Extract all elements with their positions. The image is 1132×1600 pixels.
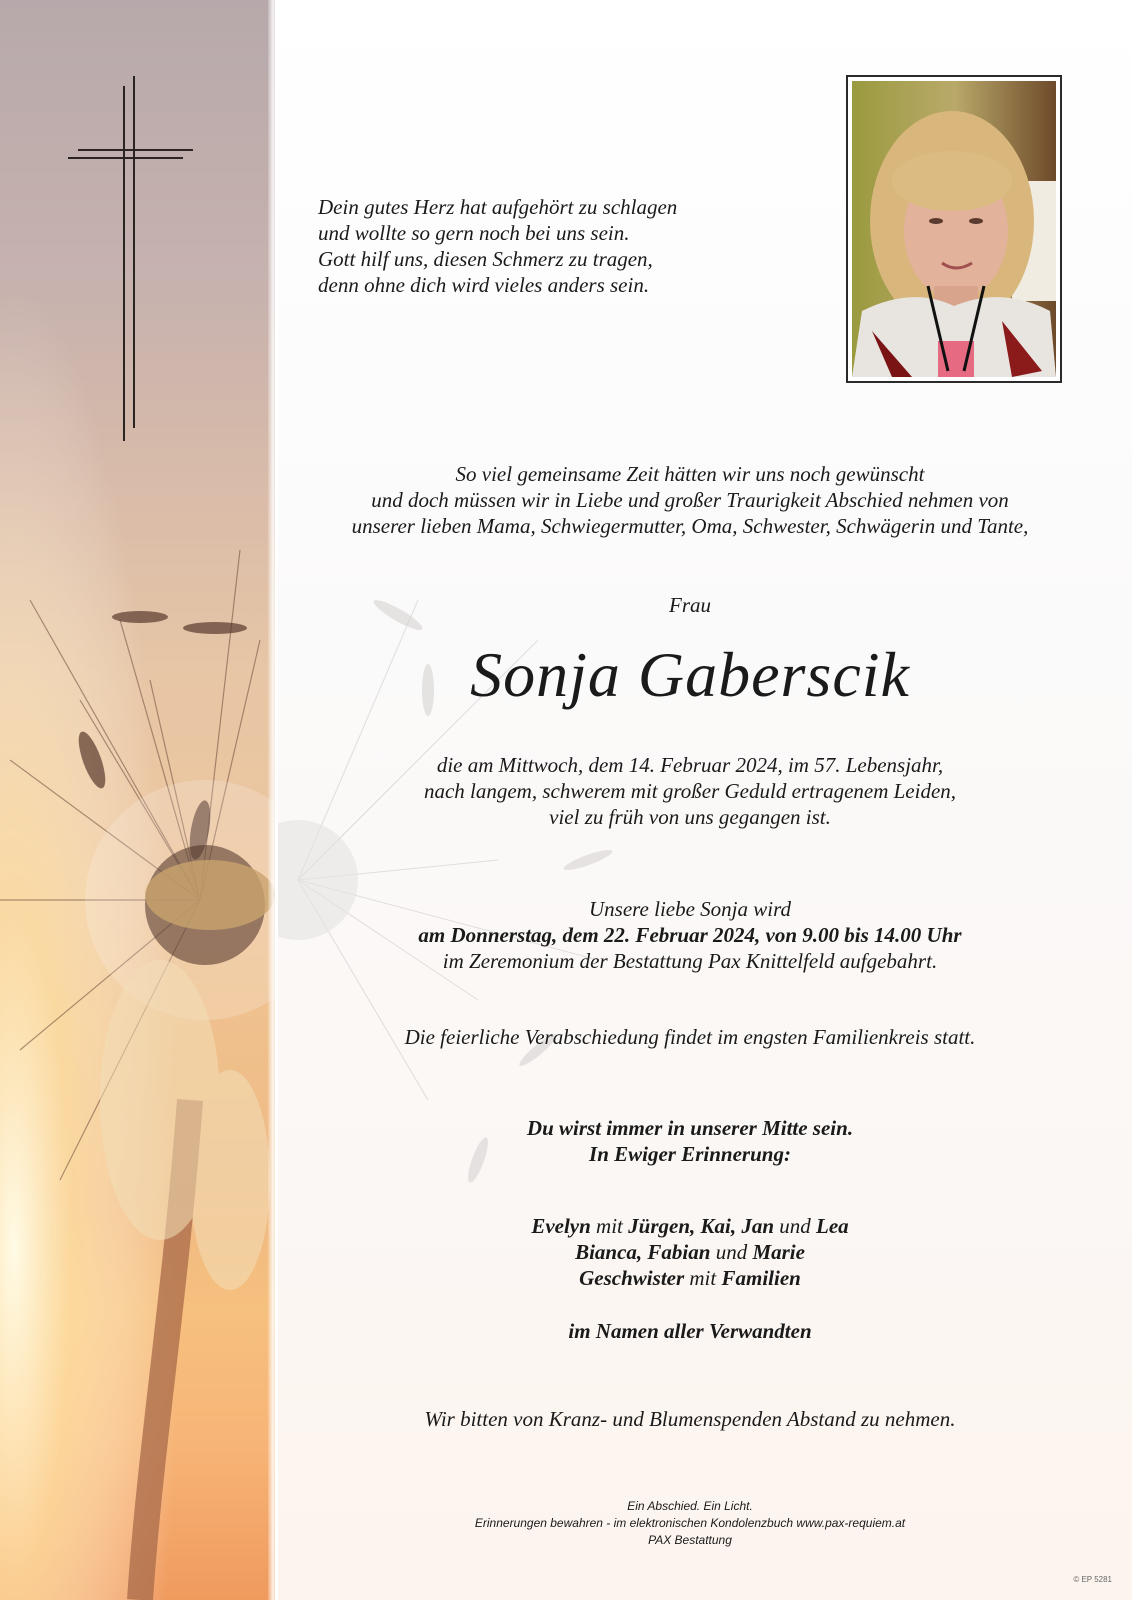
farewell-notice: Die feierliche Verabschiedung findet im engsten Familienkreis statt.	[404, 1025, 976, 1049]
print-code: © EP 5281	[1073, 1575, 1112, 1584]
salutation: Frau	[669, 593, 711, 617]
viewing-date: am Donnerstag, dem 22. Februar 2024, von 9.00 bis 14.00 Uhr	[418, 923, 962, 947]
memorial-quote	[318, 194, 778, 298]
footer-condolence-link[interactable]: Erinnerungen bewahren - im elektronischen Kondolenzbuch www.pax-requiem.at	[474, 1516, 906, 1530]
cross-icon	[68, 76, 193, 441]
footer	[330, 1498, 1050, 1549]
memory-line-2: In Ewiger Erinnerung:	[589, 1142, 791, 1166]
intro-paragraph	[290, 461, 1090, 539]
memory-line-1: Du wirst immer in unserer Mitte sein.	[526, 1116, 854, 1140]
viewing-notice	[290, 896, 1090, 974]
family-row	[290, 1265, 1090, 1291]
family-connector: mit	[689, 1266, 717, 1290]
footer-company: PAX Bestattung	[648, 1533, 732, 1547]
family-name: Jürgen, Kai, Jan	[628, 1214, 775, 1238]
portrait-photo	[852, 81, 1056, 377]
left-decorative-panel	[0, 0, 275, 1600]
viewing-line-1: Unsere liebe Sonja wird	[588, 897, 791, 921]
family-name: Geschwister	[579, 1266, 685, 1290]
memory-lines	[290, 1115, 1090, 1167]
family-list	[290, 1213, 1090, 1291]
family-name: Evelyn	[531, 1214, 591, 1238]
portrait-photo-frame	[846, 75, 1062, 383]
footer-tagline: Ein Abschied. Ein Licht.	[627, 1499, 753, 1513]
family-connector: und	[715, 1240, 748, 1264]
family-name: Bianca, Fabian	[575, 1240, 711, 1264]
relatives-line: im Namen aller Verwandten	[568, 1319, 812, 1343]
quote-line: Gott hilf uns, diesen Schmerz zu tragen,	[318, 247, 653, 271]
quote-line: und wollte so gern noch bei uns sein.	[318, 221, 630, 245]
intro-line: unserer lieben Mama, Schwiegermutter, Oma, Schwester, Schwägerin und Tante,	[351, 514, 1029, 538]
death-line: die am Mittwoch, dem 14. Februar 2024, im 57. Lebensjahr,	[436, 753, 944, 777]
donation-request: Wir bitten von Kranz- und Blumenspenden Abstand zu nehmen.	[424, 1407, 956, 1431]
family-row	[290, 1213, 1090, 1239]
family-name: Marie	[752, 1240, 805, 1264]
quote-line: Dein gutes Herz hat aufgehört zu schlagen	[318, 195, 678, 219]
death-line: viel zu früh von uns gegangen ist.	[549, 805, 831, 829]
viewing-location: im Zeremonium der Bestattung Pax Knittelfeld aufgebahrt.	[442, 949, 938, 973]
intro-line: und doch müssen wir in Liebe und großer Traurigkeit Abschied nehmen von	[371, 488, 1009, 512]
family-connector: und	[779, 1214, 811, 1238]
deceased-name: Sonja Gaberscik	[470, 639, 910, 710]
family-connector: mit	[596, 1214, 623, 1238]
death-line: nach langem, schwerem mit großer Geduld ertragenem Leiden,	[423, 779, 957, 803]
panel-divider	[268, 0, 278, 1600]
family-name: Lea	[816, 1214, 849, 1238]
quote-line: denn ohne dich wird vieles anders sein.	[318, 273, 650, 297]
family-row	[290, 1239, 1090, 1265]
death-notice	[290, 752, 1090, 830]
family-name: Familien	[721, 1266, 801, 1290]
intro-line: So viel gemeinsame Zeit hätten wir uns noch gewünscht	[455, 462, 925, 486]
